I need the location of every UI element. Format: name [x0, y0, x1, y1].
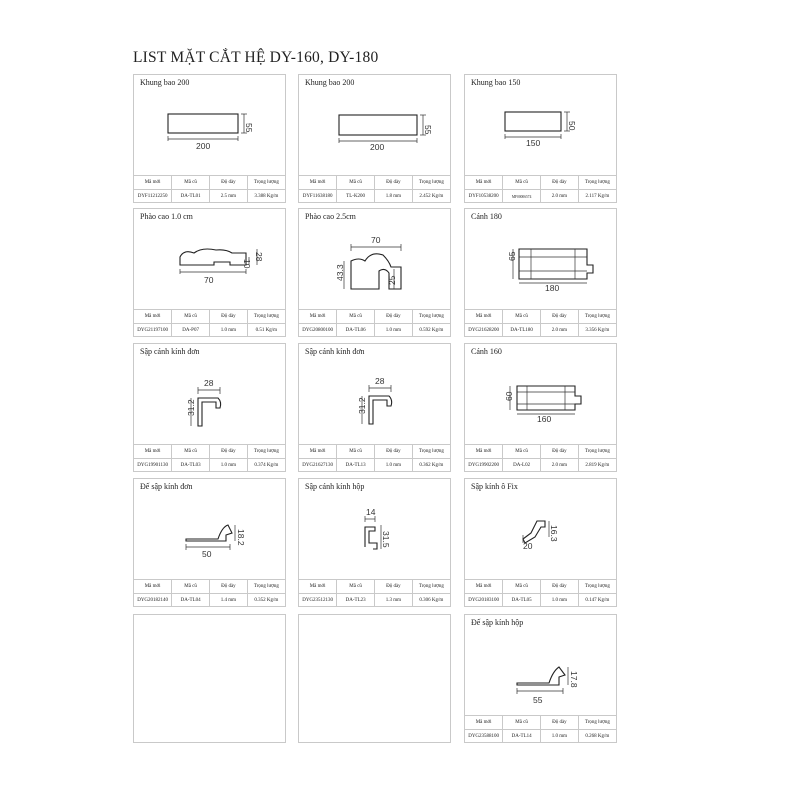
trong-luong: 0.592 Kg/m: [412, 324, 450, 338]
do-day: 1.0 mm: [210, 459, 248, 473]
ma-moi: DYF11212250: [134, 190, 172, 204]
spec-header: Trọng lượng: [578, 716, 616, 730]
trong-luong: 2.452 Kg/m: [412, 190, 450, 204]
spec-header: Mã cũ: [337, 176, 375, 190]
profile-name: Sập kính ô Fix: [471, 482, 518, 491]
ma-cu: DA-TL23: [337, 594, 375, 608]
spec-header: Mã cũ: [172, 445, 210, 459]
ma-moi: DYG19901130: [134, 459, 172, 473]
spec-header: Mã cũ: [503, 176, 541, 190]
spec-header: Mã mới: [134, 176, 172, 190]
dim-label: 160: [537, 414, 552, 424]
dim-label: 25: [387, 275, 397, 285]
ma-cu: DA-L02: [503, 459, 541, 473]
profile-drawing: [134, 221, 285, 309]
do-day: 2.0 mm: [541, 459, 579, 473]
ma-moi: DYF10538200: [465, 190, 503, 204]
spec-table: [465, 579, 616, 607]
ma-cu: DA-TL04: [172, 594, 210, 608]
ma-cu: DA-TL13: [337, 459, 375, 473]
spec-header: Độ dày: [541, 716, 579, 730]
spec-header: Trọng lượng: [247, 445, 285, 459]
spec-header: Mã mới: [134, 580, 172, 594]
ma-moi: DYG21627130: [299, 459, 337, 473]
empty-card: [133, 614, 286, 743]
profile-card: [133, 478, 286, 607]
ma-moi: DYG19902200: [465, 459, 503, 473]
spec-header: Mã mới: [465, 176, 503, 190]
profile-drawing: [465, 87, 616, 175]
spec-header: Mã mới: [299, 580, 337, 594]
trong-luong: 0.306 Kg/m: [412, 594, 450, 608]
profile-drawing: [299, 491, 450, 579]
spec-header: Mã mới: [134, 310, 172, 324]
spec-header: Trọng lượng: [412, 445, 450, 459]
dim-label: 50: [202, 549, 212, 559]
spec-header: Độ dày: [541, 176, 579, 190]
spec-header: Độ dày: [210, 176, 248, 190]
spec-header: Trọng lượng: [412, 580, 450, 594]
ma-moi: DYG20182140: [134, 594, 172, 608]
profile-card: [298, 343, 451, 472]
dim-label: 55: [423, 125, 433, 135]
page-title: LIST MẶT CẮT HỆ DY-160, DY-180: [133, 49, 379, 66]
profile-drawing: [134, 87, 285, 175]
profile-card: [464, 478, 617, 607]
profile-shape: [369, 396, 392, 424]
dim-label: 200: [370, 142, 385, 152]
do-day: 1.0 mm: [541, 594, 579, 608]
do-day: 1.4 mm: [210, 594, 248, 608]
profile-card: [298, 74, 451, 203]
profile-shape: [517, 386, 581, 410]
dim-label: 60: [504, 391, 514, 401]
profile-drawing: [465, 491, 616, 579]
ma-moi: DYG23512130: [299, 594, 337, 608]
dim-label: 70: [204, 275, 214, 285]
trong-luong: 0.147 Kg/m: [578, 594, 616, 608]
trong-luong: 2.819 Kg/m: [578, 459, 616, 473]
dim-label: 65: [507, 251, 517, 261]
dim-label: 31.2: [357, 397, 367, 414]
ma-cu: MF00006574: [503, 190, 541, 204]
ma-cu: DA-TL01: [172, 190, 210, 204]
spec-header: Độ dày: [375, 310, 413, 324]
do-day: 2.0 mm: [541, 190, 579, 204]
profile-card: [464, 74, 617, 203]
ma-cu: DA-TL14: [503, 730, 541, 744]
dim-label: 10: [242, 259, 252, 269]
spec-table: [134, 444, 285, 472]
do-day: 2.5 mm: [210, 190, 248, 204]
spec-header: Mã cũ: [337, 310, 375, 324]
profile-card: [464, 343, 617, 472]
dim-label: 28: [254, 252, 264, 262]
spec-header: Mã cũ: [503, 580, 541, 594]
dim-label: 16.3: [549, 525, 559, 542]
dim-label: 31.2: [186, 399, 196, 416]
spec-table: [465, 715, 616, 743]
ma-moi: DYG20183100: [465, 594, 503, 608]
profile-shape: [198, 398, 221, 426]
do-day: 2.0 mm: [541, 324, 579, 338]
spec-header: Mã mới: [299, 445, 337, 459]
profile-name: Khung bao 150: [471, 78, 521, 87]
dim-label: 55: [244, 123, 254, 133]
spec-header: Trọng lượng: [578, 310, 616, 324]
spec-header: Mã mới: [134, 445, 172, 459]
spec-header: Độ dày: [375, 445, 413, 459]
profile-name: Phào cao 1.0 cm: [140, 212, 193, 221]
spec-header: Trọng lượng: [578, 445, 616, 459]
profile-shape: [519, 249, 593, 279]
spec-header: Độ dày: [541, 580, 579, 594]
do-day: 1.0 mm: [541, 730, 579, 744]
dim-label: 180: [545, 283, 560, 293]
profile-card: [464, 614, 617, 743]
spec-table: [134, 309, 285, 337]
spec-header: Trọng lượng: [247, 580, 285, 594]
spec-header: Độ dày: [210, 580, 248, 594]
spec-header: Trọng lượng: [578, 580, 616, 594]
dim-label: 20: [523, 541, 533, 551]
spec-table: [299, 309, 450, 337]
trong-luong: 0.51 Kg/m: [247, 324, 285, 338]
ma-cu: DA-TL06: [337, 324, 375, 338]
profile-drawing: [299, 356, 450, 444]
spec-header: Trọng lượng: [578, 176, 616, 190]
trong-luong: 3.388 Kg/m: [247, 190, 285, 204]
dim-label: 18.2: [236, 529, 246, 546]
profile-drawing: [465, 221, 616, 309]
dim-label: 31.5: [381, 531, 391, 548]
dim-label: 28: [204, 378, 214, 388]
do-day: 1.0 mm: [375, 459, 413, 473]
ma-cu: DA-P07: [172, 324, 210, 338]
ma-cu: DA-TL03: [172, 459, 210, 473]
spec-header: Mã mới: [299, 310, 337, 324]
profile-shape: [517, 667, 565, 685]
spec-header: Mã cũ: [172, 310, 210, 324]
profile-card: [298, 478, 451, 607]
spec-header: Độ dày: [375, 176, 413, 190]
dim-label: 70: [371, 235, 381, 245]
dim-label: 200: [196, 141, 211, 151]
profile-drawing: [465, 627, 616, 715]
do-day: 1.3 mm: [375, 594, 413, 608]
trong-luong: 3.356 Kg/m: [578, 324, 616, 338]
spec-table: [299, 444, 450, 472]
spec-header: Trọng lượng: [412, 310, 450, 324]
profile-name: Phào cao 2.5cm: [305, 212, 356, 221]
profile-shape: [505, 112, 561, 131]
ma-moi: DYG21197100: [134, 324, 172, 338]
profile-card: [133, 343, 286, 472]
ma-moi: DYG20800100: [299, 324, 337, 338]
spec-header: Mã cũ: [172, 580, 210, 594]
spec-table: [134, 579, 285, 607]
ma-moi: DYG21628200: [465, 324, 503, 338]
spec-header: Trọng lượng: [247, 176, 285, 190]
profile-drawing: [134, 356, 285, 444]
spec-header: Độ dày: [541, 310, 579, 324]
do-day: 1.8 mm: [375, 190, 413, 204]
profile-drawing: [134, 491, 285, 579]
dim-label: 55: [533, 695, 543, 705]
spec-header: Mã cũ: [172, 176, 210, 190]
spec-table: [465, 309, 616, 337]
profile-shape: [523, 521, 545, 543]
profile-shape: [186, 525, 232, 541]
spec-header: Mã cũ: [337, 445, 375, 459]
spec-header: Mã mới: [465, 716, 503, 730]
ma-moi: DYG23588100: [465, 730, 503, 744]
spec-header: Mã cũ: [503, 445, 541, 459]
profile-shape: [339, 115, 417, 135]
profile-drawing: [465, 356, 616, 444]
profile-name: Đế sập kính hộp: [471, 618, 524, 627]
spec-header: Mã cũ: [503, 310, 541, 324]
dim-label: 150: [526, 138, 541, 148]
profile-name: Sập cánh kính đơn: [140, 347, 200, 356]
trong-luong: 0.362 Kg/m: [412, 459, 450, 473]
spec-table: [465, 444, 616, 472]
spec-header: Mã cũ: [337, 580, 375, 594]
ma-cu: DA-TL180: [503, 324, 541, 338]
do-day: 1.0 mm: [210, 324, 248, 338]
trong-luong: 0.374 Kg/m: [247, 459, 285, 473]
spec-table: [465, 175, 616, 203]
spec-header: Mã mới: [465, 445, 503, 459]
profile-name: Cánh 160: [471, 347, 502, 356]
do-day: 1.0 mm: [375, 324, 413, 338]
spec-header: Trọng lượng: [412, 176, 450, 190]
dim-label: 17.8: [569, 671, 579, 688]
spec-header: Mã mới: [465, 580, 503, 594]
empty-card: [298, 614, 451, 743]
spec-table: [134, 175, 285, 203]
trong-luong: 0.352 Kg/m: [247, 594, 285, 608]
dim-label: 43.3: [335, 264, 345, 281]
spec-header: Mã mới: [299, 176, 337, 190]
spec-header: Trọng lượng: [247, 310, 285, 324]
dim-label: 14: [366, 507, 376, 517]
spec-table: [299, 175, 450, 203]
profile-name: Sập cánh kính hộp: [305, 482, 365, 491]
profile-shape: [365, 527, 377, 549]
profile-name: Cánh 180: [471, 212, 502, 221]
spec-header: Độ dày: [210, 445, 248, 459]
dim-label: 28: [375, 376, 385, 386]
ma-cu: TL-K200: [337, 190, 375, 204]
trong-luong: 2.117 Kg/m: [578, 190, 616, 204]
profile-name: Khung bao 200: [305, 78, 355, 87]
profile-card: [133, 208, 286, 337]
spec-header: Độ dày: [541, 445, 579, 459]
profile-card: [133, 74, 286, 203]
spec-header: Mã cũ: [503, 716, 541, 730]
profile-shape: [180, 249, 246, 265]
profile-name: Đế sập kính đơn: [140, 482, 193, 491]
profile-card: [298, 208, 451, 337]
profile-drawing: [299, 87, 450, 175]
spec-header: Độ dày: [375, 580, 413, 594]
spec-header: Độ dày: [210, 310, 248, 324]
spec-header: Mã mới: [465, 310, 503, 324]
profile-name: Khung bao 200: [140, 78, 190, 87]
spec-table: [299, 579, 450, 607]
trong-luong: 0.268 Kg/m: [578, 730, 616, 744]
dim-label: 50: [567, 121, 577, 131]
profile-name: Sập cánh kính đơn: [305, 347, 365, 356]
profile-card: [464, 208, 617, 337]
profile-shape: [168, 114, 238, 133]
profile-drawing: [299, 221, 450, 309]
ma-cu: DA-TL05: [503, 594, 541, 608]
ma-moi: DYF11638180: [299, 190, 337, 204]
